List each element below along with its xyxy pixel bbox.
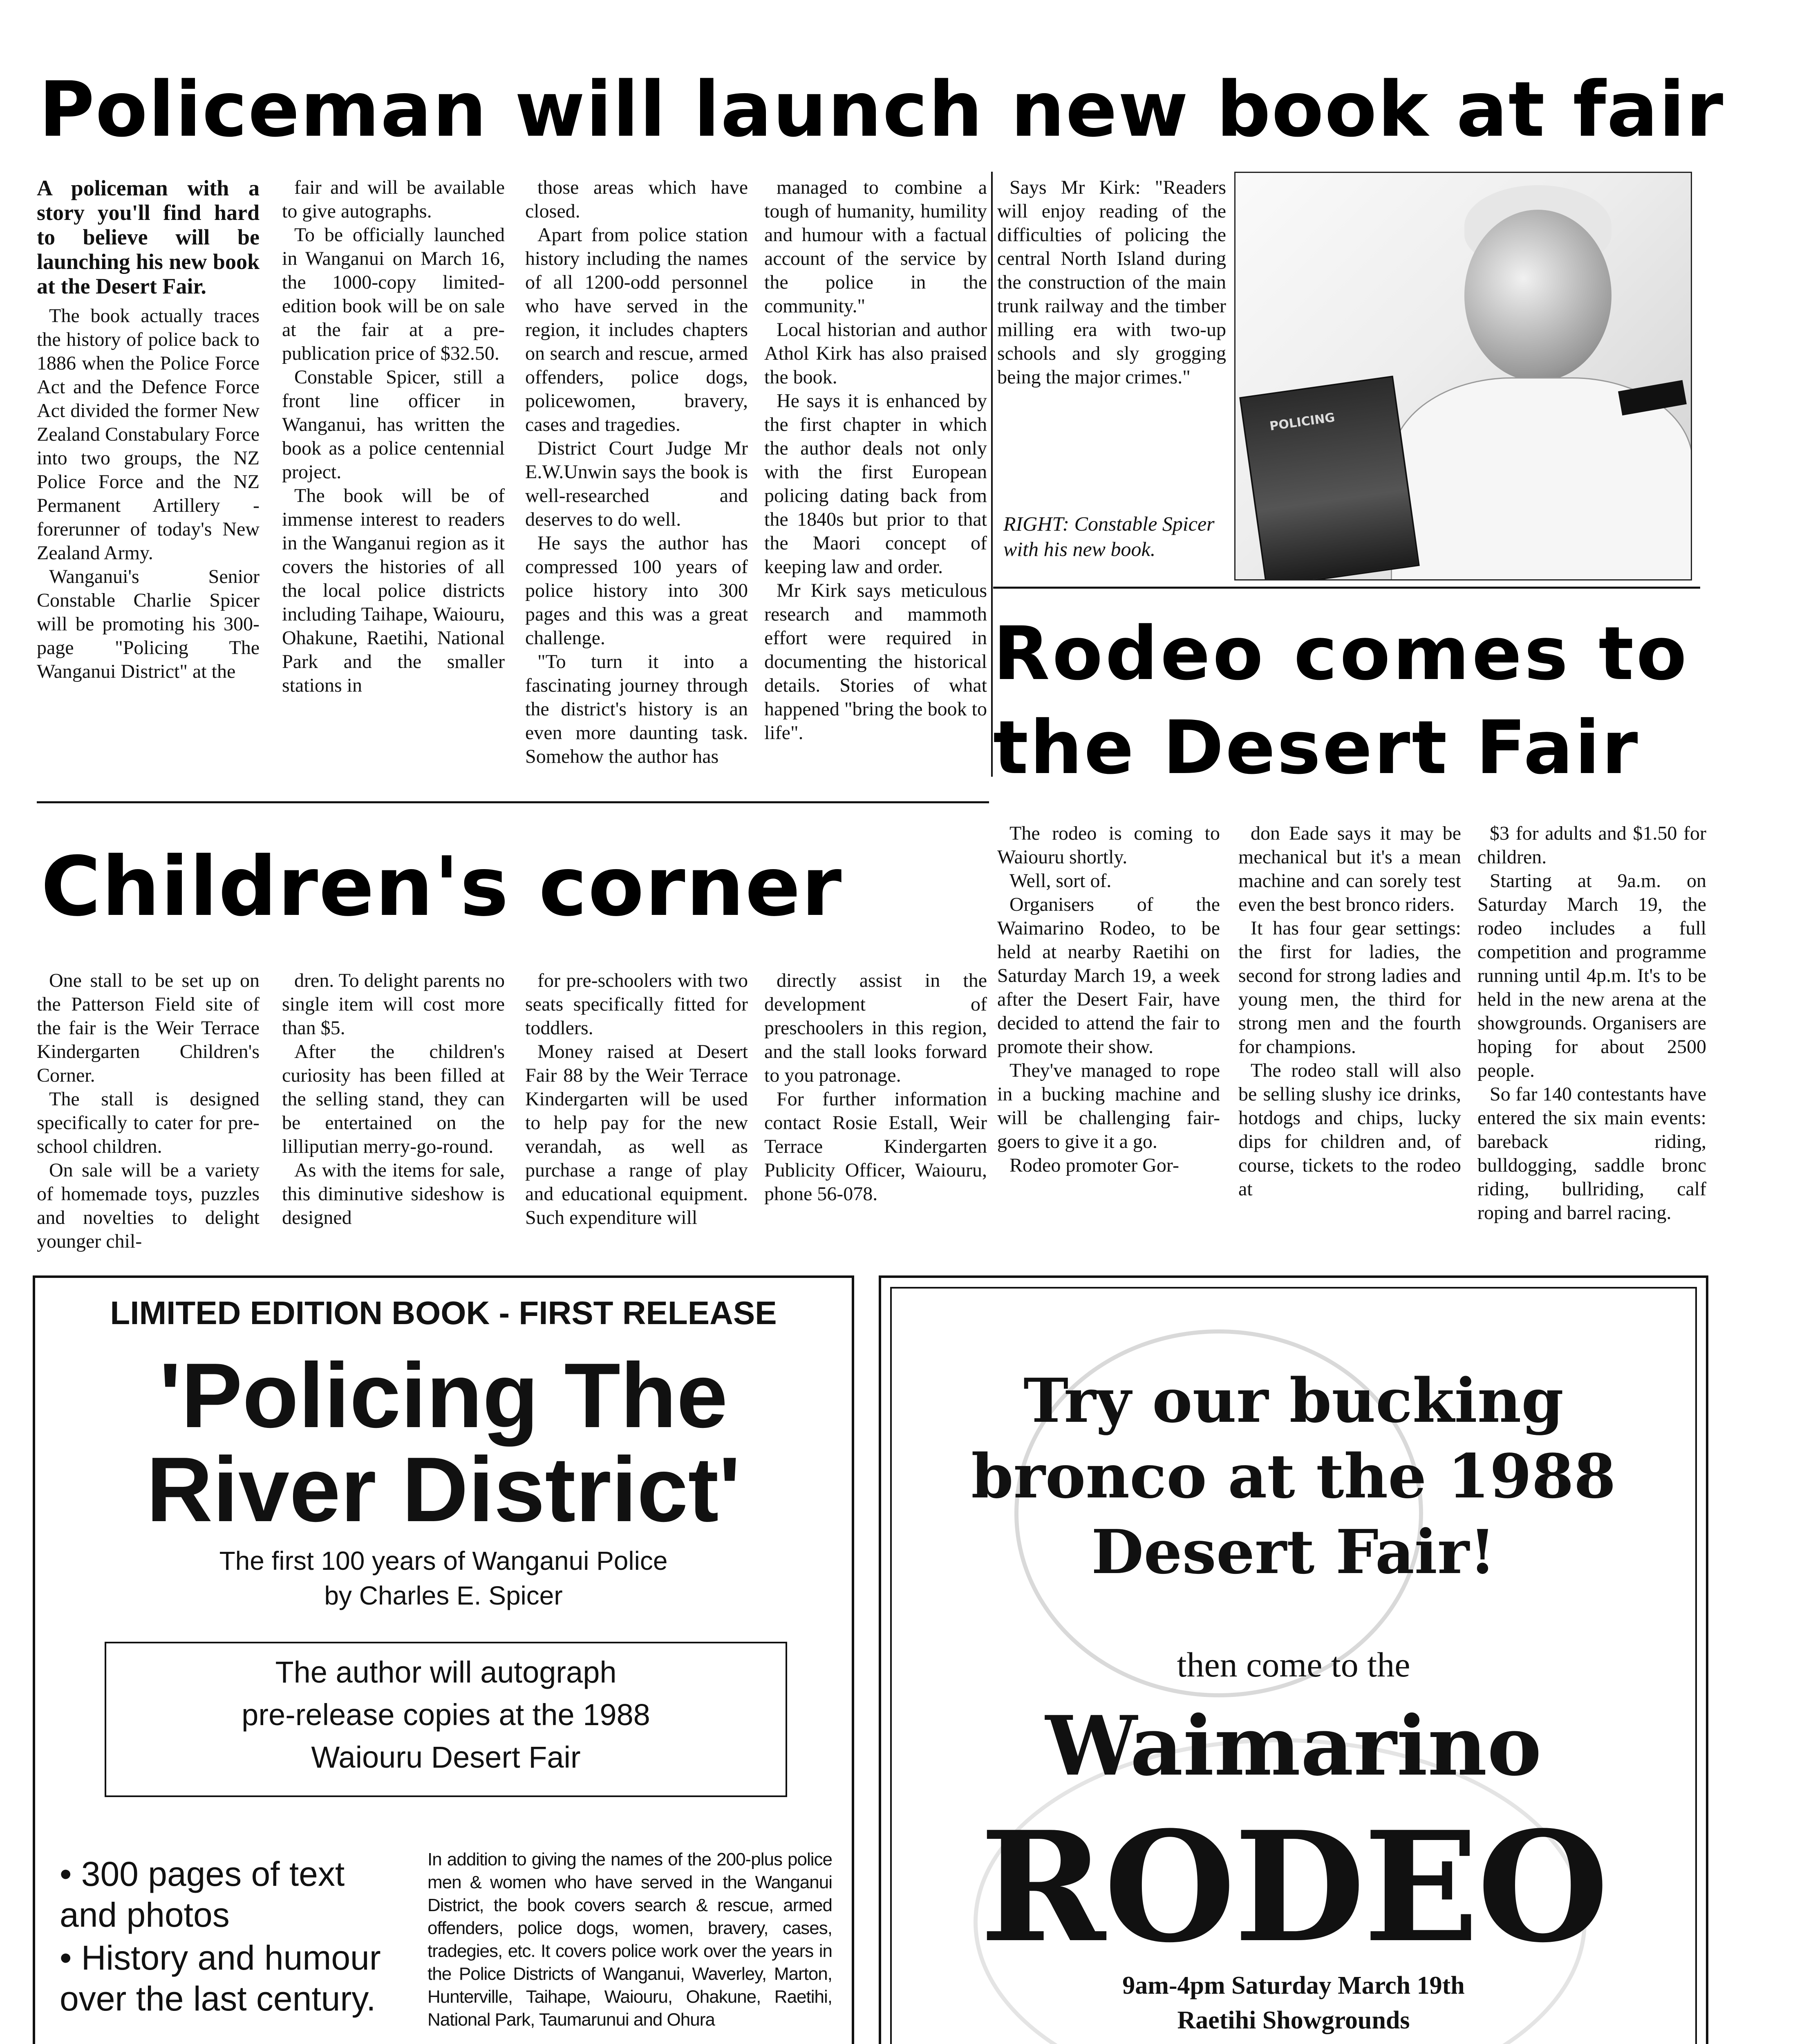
children-column-1: One stall to be set up on the Patterson Field site of the fair is the Weir Terrace Kindergarten Children's Corner. The stall is designed specifically to cater for pre-school children. On sale will be a variety of homemade toys, puzzles and novelties to delight younger chil- xyxy=(37,970,260,1252)
children-column-3: for pre-schoolers with two seats specifically fitted for toddlers. Money raised at Desert Fair 88 by the Weir Terrace Kindergarten will be used to help pay for the new verandah, as well as purchase a range of play and educational equipment. Such expenditure will xyxy=(525,970,748,1228)
autograph-line-3: Waiouru Desert Fair xyxy=(311,1740,581,1774)
children-headline: Children's corner xyxy=(41,839,843,935)
rodeo-column-1: The rodeo is coming to Waiouru shortly. Well, sort of. Organisers of the Waimarino Rodeo, to be held at nearby Raetihi on Saturday March 19, a week after the Desert Fair, have decided to attend the fair to promote their show. They've managed to rope in a bucking machine and will be challenging fair-goers to give it a go. Rodeo promoter Gor- xyxy=(997,823,1220,1176)
book-ad-title-line-2: River District' xyxy=(146,1438,741,1541)
rodeo-ad-line-1: Try our bucking xyxy=(1023,1365,1564,1436)
book-ad-kicker: LIMITED EDITION BOOK - FIRST RELEASE xyxy=(110,1295,777,1331)
photo-head xyxy=(1464,210,1611,381)
police-column-3: those areas which have closed. Apart from police station history including the names of all 1200-odd personnel who have served in the region, it includes chapters on search and rescue, armed offenders, police dogs, policewomen, bravery, cases and tragedies. District Court Judge Mr E.W.Unwin says the book is well-researched and deserves to do well. He says the author has compressed 100 years of police history into 300 pages and this was a great challenge. "To turn it into a fascinating journey through the district's history is an even more daunting task. Somehow the author has xyxy=(525,177,748,767)
bullet-history-line-1: • History and humour xyxy=(60,1939,381,1977)
rodeo-ad-line-3: Desert Fair! xyxy=(1091,1516,1496,1587)
rodeo-ad-line-2: bronco at the 1988 xyxy=(971,1441,1616,1512)
rodeo-ad-rodeo-word: RODEO xyxy=(980,1799,1607,1976)
constable-spicer-photo xyxy=(1234,172,1692,580)
rodeo-ad-line-4: then come to the xyxy=(1177,1645,1410,1684)
police-column-divider xyxy=(991,172,993,777)
rodeo-headline-line-2: the Desert Fair xyxy=(993,705,1640,791)
autograph-line-2: pre-release copies at the 1988 xyxy=(242,1698,650,1732)
caption-lead: RIGHT: xyxy=(1003,512,1070,535)
children-column-2: dren. To delight parents no single item will cost more than $5. After the children's curiosity has been filled at the selling stand, they can be entertained on the lilliputian merry-go-round. As with the items for sale, this diminutive sideshow is designed xyxy=(282,970,505,1228)
bullet-pages-line-1: • 300 pages of text xyxy=(60,1855,345,1893)
bullet-pages-line-2: and photos xyxy=(60,1896,230,1934)
children-top-rule xyxy=(37,801,989,803)
rodeo-ad-waimarino: Waimarino xyxy=(1045,1698,1542,1794)
autograph-line-1: The author will autograph xyxy=(275,1655,617,1689)
children-column-4: directly assist in the development of preschoolers in this region, and the stall looks forward to you patronage. For further information contact Rosie Estall, Weir Terrace Kindergarten Publicity Officer, Waiouru, phone 56-078. xyxy=(764,970,987,1205)
book-ad-subtitle-line-2: by Charles E. Spicer xyxy=(324,1581,563,1610)
book-ad-title-line-1: 'Policing The xyxy=(159,1344,728,1447)
rodeo-ad-time: 9am-4pm Saturday March 19th xyxy=(1122,1972,1465,1999)
autograph-notice-box xyxy=(105,1642,787,1797)
rodeo-column-2: don Eade says it may be mechanical but it's a mean machine and can sorely test even the best bronco riders. It has four gear settings: the first for ladies, the second for strong ladies and young men, the third for strong men and the fourth for champions. The rodeo stall will also be selling slushy ice drinks, hotdogs and chips, lucky dips for children and, of course, tickets to the rodeo at xyxy=(1238,823,1461,1200)
book-advertisement xyxy=(33,1275,854,2044)
rodeo-headline-line-1: Rodeo comes to xyxy=(993,611,1690,697)
rodeo-advertisement xyxy=(879,1275,1708,2044)
photo-shoulder-badge xyxy=(1618,380,1687,416)
rodeo-column-3: $3 for adults and $1.50 for children. Starting at 9a.m. on Saturday March 19, the rodeo includes a full competition and programme running until 4p.m. It's to be held in the new arena at the showgrounds. Organisers are hoping for about 2500 people. So far 140 contestants have entered the six main events: bareback riding, bulldogging, saddle bronc riding, bullriding, calf roping and barrel racing. xyxy=(1477,823,1706,1224)
book-ad-blurb: In addition to giving the names of the 200-plus police men & women who have served in the Wanganui District, the book covers search & rescue, armed offenders, police dogs, women, bravery, cases, tradegies, etc. It covers police work over the years in the Police Districts of Wanganui, Waverley, Marton, Hunterville, Taihape, Waiouru, Ohakune, Raetihi, National Park, Taumarunui and Ohura xyxy=(427,1849,832,2030)
caption-text: Constable Spicer with his new book. xyxy=(1003,512,1215,560)
police-column-1: A policeman with a story you'll find hard to believe will be launching his new book at the Desert Fair. The book actually traces the history of police back to 1886 when the Police Force Act and the Defence Force Act divided the former New Zealand Constabulary Force into two groups, the NZ Police Force and the NZ Permanent Artillery - forerunner of today's New Zealand Army. Wanganui's Senior Constable Charlie Spicer will be promoting his 300-page "Policing The Wanganui District" at the xyxy=(37,176,260,682)
photo-caption xyxy=(1003,511,1232,562)
police-story-bottom-rule xyxy=(993,587,1700,589)
rodeo-ad-venue: Raetihi Showgrounds xyxy=(1177,2006,1410,2034)
photo-book xyxy=(1239,376,1420,580)
police-column-2: fair and will be available to give autographs. To be officially launched in Wanganui on March 16, the 1000-copy limited-edition book will be on sale at the fair at a pre-publication price of $32.50. Constable Spicer, still a front line officer in Wanganui, has written the book as a police centennial project. The book will be of immense interest to readers in the Wanganui region as it covers the histories of all the local police districts including Taihape, Waiouru, Ohakune, Raetihi, National Park and the smaller stations in xyxy=(282,177,505,696)
police-column-4: managed to combine a tough of humanity, humility and humour with a factual account of the service by the police in the community." Local historian and author Athol Kirk has also praised the book. He says it is enhanced by the first chapter in which the author deals not only with the first European policing dating back from the 1840s but prior to that the Maori concept of keeping law and order. Mr Kirk says meticulous research and mammoth effort were required in documenting the historical details. Stories of what happened "bring the book to life". xyxy=(764,177,987,744)
police-column-5: Says Mr Kirk: "Readers will enjoy reading of the difficulties of policing the central North Island during the construction of the main trunk railway and the timber milling era with two-up schools and sly grogging being the major crimes." xyxy=(997,177,1226,388)
bullet-history-line-2: over the last century. xyxy=(60,1979,376,2018)
photo-book-title: POLICING xyxy=(1269,410,1336,434)
rodeo-ad-inner-frame xyxy=(890,1287,1697,2044)
police-headline: Policeman will launch new book at fair xyxy=(39,65,1724,154)
book-ad-subtitle-line-1: The first 100 years of Wanganui Police xyxy=(219,1546,668,1576)
